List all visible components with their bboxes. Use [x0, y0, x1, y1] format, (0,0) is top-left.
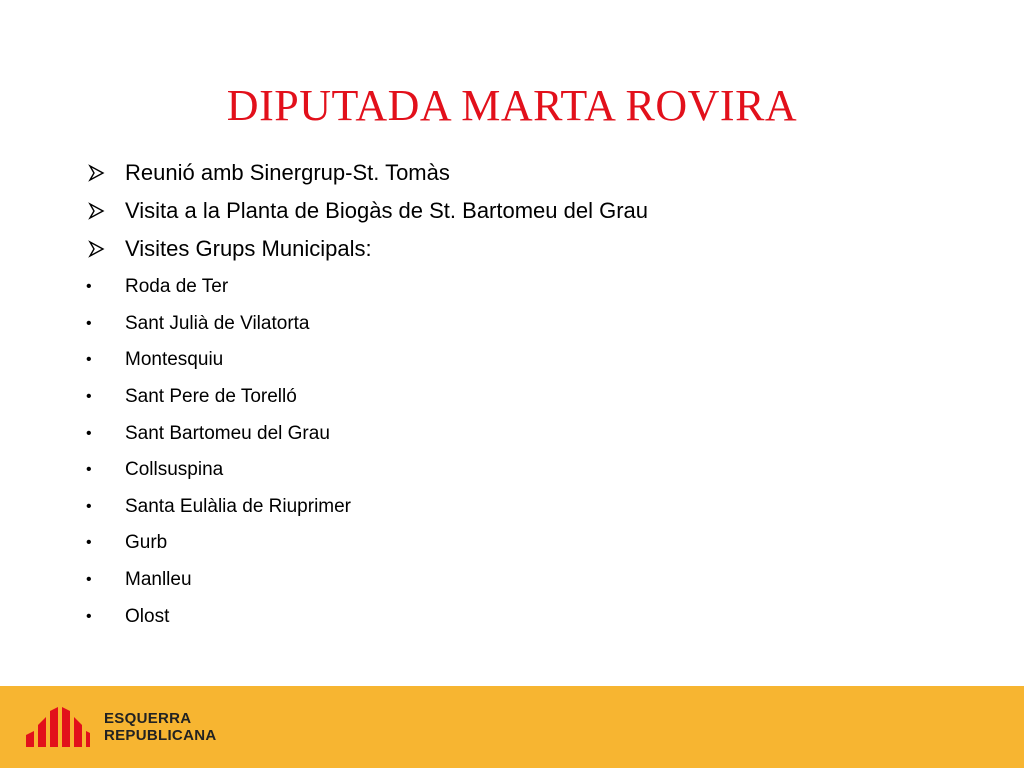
logo-line-1: ESQUERRA [104, 710, 192, 727]
arrow-bullet-list [88, 154, 648, 268]
bullet-dot-icon: • [86, 388, 92, 406]
list-item-text: Montesquiu [125, 349, 224, 371]
list-item [86, 342, 351, 379]
bullet-dot-icon: • [86, 314, 92, 332]
arrow-list-item [88, 154, 648, 192]
bullet-dot-icon: • [86, 461, 92, 479]
arrow-list-item-text: Visita a la Planta de Biogàs de St. Bartomeu del Grau [125, 198, 649, 223]
list-item-text: Roda de Ter [125, 276, 229, 298]
bullet-dot-icon: • [86, 497, 92, 515]
arrow-bullet-icon [88, 240, 125, 258]
list-item-text: Collsuspina [125, 459, 224, 481]
arrow-bullet-icon [88, 164, 125, 182]
list-item-text: Sant Julià de Vilatorta [125, 312, 310, 334]
party-logo-icon [24, 707, 90, 747]
party-logo [24, 707, 216, 747]
list-item-text: Gurb [125, 532, 168, 554]
arrow-list-item [88, 230, 648, 268]
arrow-bullet-icon [88, 202, 125, 220]
bullet-dot-icon: • [86, 571, 92, 589]
slide-title: DIPUTADA MARTA ROVIRA [226, 81, 798, 130]
bullet-dot-icon: • [86, 278, 92, 296]
list-item-text: Sant Bartomeu del Grau [125, 422, 330, 444]
list-item-text: Olost [125, 605, 170, 627]
party-logo-text [104, 710, 216, 744]
list-item [86, 306, 351, 343]
list-item [86, 598, 351, 635]
list-item [86, 489, 351, 526]
list-item-text: Sant Pere de Torelló [125, 386, 297, 408]
list-item [86, 562, 351, 599]
municipality-bullet-list [86, 269, 351, 635]
list-item [86, 269, 351, 306]
list-item-text: Manlleu [125, 569, 192, 591]
arrow-list-item-text: Visites Grups Municipals: [125, 236, 372, 261]
bullet-dot-icon: • [86, 424, 92, 442]
logo-line-2: REPUBLICANA [104, 727, 217, 744]
bullet-dot-icon: • [86, 607, 92, 625]
list-item-text: Santa Eulàlia de Riuprimer [125, 495, 352, 517]
list-item [86, 415, 351, 452]
list-item [86, 452, 351, 489]
list-item [86, 379, 351, 416]
list-item [86, 525, 351, 562]
arrow-list-item [88, 192, 648, 230]
arrow-list-item-text: Reunió amb Sinergrup-St. Tomàs [125, 160, 450, 185]
bullet-dot-icon: • [86, 534, 92, 552]
bullet-dot-icon: • [86, 351, 92, 369]
